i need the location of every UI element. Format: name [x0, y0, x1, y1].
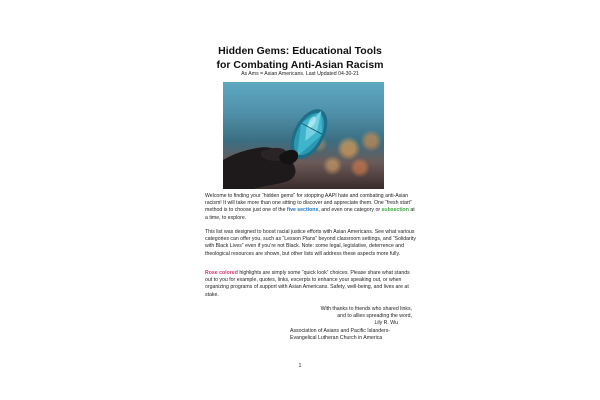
five-sections-link[interactable]: five sections	[286, 207, 319, 214]
signature-block	[270, 306, 412, 342]
signature-line-2: and to allies spreading the word,	[337, 313, 412, 320]
signature-org-line-2: Evangelical Lutheran Church in America	[290, 334, 383, 341]
hand-holding-gem-image	[223, 82, 384, 189]
title-line-1: Hidden Gems: Educational Tools	[218, 45, 382, 57]
signature-name: Lily R. Wu	[374, 320, 398, 327]
purpose-paragraph: This list was designed to boost racial justice efforts with Asian Americans. See what various categories can offer you, such as “Lesson Plans” beyond classroom settings, and “Solidarity with Black Lives” even if you’re not Black. Note: some legal, legislative, deterrence and theological resources are shown, but other lists will address these aspects more fully.	[205, 229, 416, 257]
page-number: 1	[298, 363, 302, 369]
rose-colored-label: Rose colored	[205, 270, 238, 276]
signature-line-1: With thanks to friends who shared links,	[320, 306, 412, 312]
intro-text-3: at a time, to explore.	[205, 207, 415, 221]
highlights-paragraph	[205, 270, 417, 299]
subsection-link[interactable]: subsection	[381, 207, 409, 214]
intro-text-2: , and even one category or	[318, 207, 382, 214]
intro-text-1: Welcome to finding your “hidden gems” for stopping AAPI hate and combating anti-Asian racism! It will take more than one sitting to discover and appreciate them. One “fresh start” method is to choose just one of the	[205, 193, 412, 214]
gem-illustration-icon	[223, 82, 384, 189]
highlights-text: highlights are simply some “quick look” choices. Please share what stands out to you for example, quotes, links, excerpts to enhance your speaking out, or when organizing programs of support with Asian Americans. Safety, well-being, and lives are at stake.	[205, 270, 410, 298]
signature-org-line-1: Association of Asians and Pacific Islanders-	[290, 327, 391, 334]
subtitle: As Ams = Asian Americans. Last Updated 04-30-21	[241, 71, 359, 77]
intro-paragraph	[205, 193, 417, 222]
title-line-2: for Combating Anti-Asian Racism	[216, 59, 384, 71]
